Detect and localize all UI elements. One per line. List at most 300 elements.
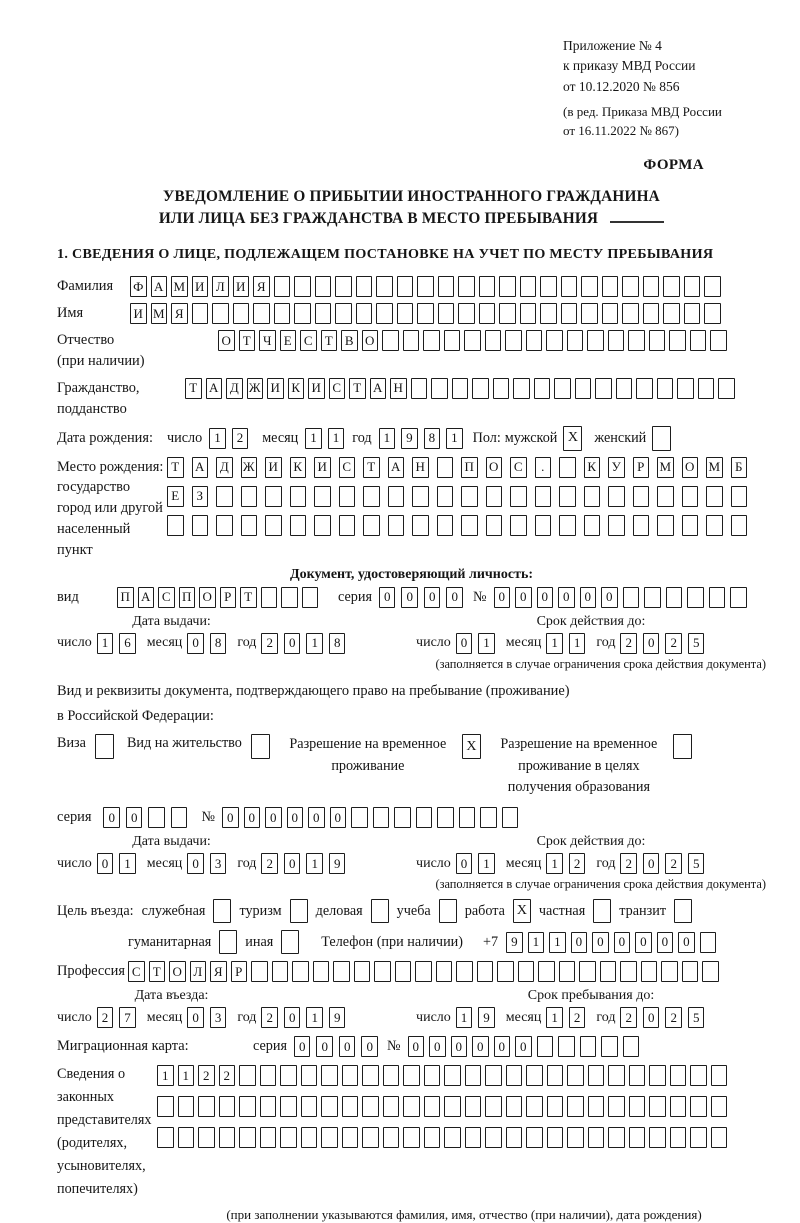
char-cell[interactable]: [558, 1036, 575, 1057]
char-cell[interactable]: [581, 303, 598, 324]
char-cell[interactable]: 1: [528, 932, 545, 953]
char-cell[interactable]: К: [584, 457, 601, 478]
char-cell[interactable]: [431, 378, 448, 399]
temp-residence-education-checkbox[interactable]: [673, 734, 692, 759]
char-cell[interactable]: [623, 587, 640, 608]
sex-male-checkbox[interactable]: [563, 426, 582, 451]
char-cell[interactable]: [465, 1065, 482, 1086]
char-cell[interactable]: [315, 276, 332, 297]
char-cell[interactable]: [526, 1065, 543, 1086]
char-cell[interactable]: 2: [198, 1065, 215, 1086]
char-cell[interactable]: [700, 932, 717, 953]
char-cell[interactable]: [518, 961, 535, 982]
char-cell[interactable]: 1: [569, 633, 586, 654]
char-cell[interactable]: [663, 276, 680, 297]
char-cell[interactable]: [485, 1065, 502, 1086]
char-cell[interactable]: [584, 515, 601, 536]
char-cell[interactable]: [356, 276, 373, 297]
char-cell[interactable]: [480, 807, 497, 828]
char-cell[interactable]: Р: [633, 457, 650, 478]
residence-permit-checkbox[interactable]: [251, 734, 270, 759]
char-cell[interactable]: [636, 378, 653, 399]
char-cell[interactable]: 2: [620, 633, 637, 654]
char-cell[interactable]: [416, 807, 433, 828]
char-cell[interactable]: Н: [390, 378, 407, 399]
char-cell[interactable]: 2: [97, 1007, 114, 1028]
char-cell[interactable]: [216, 515, 233, 536]
char-cell[interactable]: И: [130, 303, 147, 324]
char-cell[interactable]: [629, 1065, 646, 1086]
char-cell[interactable]: [374, 961, 391, 982]
char-cell[interactable]: [520, 303, 537, 324]
char-cell[interactable]: З: [192, 486, 209, 507]
char-cell[interactable]: [314, 515, 331, 536]
char-cell[interactable]: 7: [119, 1007, 136, 1028]
birthplace-row2-cells[interactable]: [167, 486, 747, 507]
identity-valid-year-cells[interactable]: [620, 633, 704, 654]
char-cell[interactable]: [706, 486, 723, 507]
char-cell[interactable]: 5: [688, 633, 705, 654]
char-cell[interactable]: [526, 1127, 543, 1148]
residence-number-cells[interactable]: [222, 807, 518, 828]
char-cell[interactable]: 0: [339, 1036, 356, 1057]
char-cell[interactable]: [505, 330, 522, 351]
char-cell[interactable]: [540, 303, 557, 324]
char-cell[interactable]: О: [362, 330, 379, 351]
char-cell[interactable]: [178, 1127, 195, 1148]
char-cell[interactable]: [520, 276, 537, 297]
char-cell[interactable]: С: [510, 457, 527, 478]
char-cell[interactable]: [362, 1065, 379, 1086]
char-cell[interactable]: Т: [363, 457, 380, 478]
purpose-private-checkbox[interactable]: [593, 899, 611, 923]
char-cell[interactable]: [251, 961, 268, 982]
char-cell[interactable]: 1: [306, 853, 323, 874]
char-cell[interactable]: 1: [157, 1065, 174, 1086]
phone-cells[interactable]: [506, 932, 716, 953]
char-cell[interactable]: Ч: [259, 330, 276, 351]
char-cell[interactable]: [479, 303, 496, 324]
char-cell[interactable]: [294, 303, 311, 324]
char-cell[interactable]: [690, 1127, 707, 1148]
char-cell[interactable]: 2: [620, 1007, 637, 1028]
birth-month-cells[interactable]: [305, 428, 344, 449]
char-cell[interactable]: [690, 330, 707, 351]
char-cell[interactable]: [608, 1065, 625, 1086]
identity-issue-year-cells[interactable]: [261, 633, 345, 654]
char-cell[interactable]: Т: [149, 961, 166, 982]
char-cell[interactable]: [261, 587, 278, 608]
char-cell[interactable]: [575, 378, 592, 399]
char-cell[interactable]: О: [199, 587, 216, 608]
char-cell[interactable]: [342, 1096, 359, 1117]
char-cell[interactable]: А: [206, 378, 223, 399]
char-cell[interactable]: 0: [635, 932, 652, 953]
char-cell[interactable]: [301, 1096, 318, 1117]
char-cell[interactable]: [652, 426, 671, 451]
char-cell[interactable]: 1: [209, 428, 226, 449]
char-cell[interactable]: [731, 515, 748, 536]
residence-valid-month-cells[interactable]: [546, 853, 585, 874]
char-cell[interactable]: [241, 486, 258, 507]
char-cell[interactable]: [657, 378, 674, 399]
char-cell[interactable]: [148, 807, 165, 828]
char-cell[interactable]: [383, 1096, 400, 1117]
char-cell[interactable]: [452, 378, 469, 399]
char-cell[interactable]: [437, 515, 454, 536]
char-cell[interactable]: 0: [456, 853, 473, 874]
char-cell[interactable]: [373, 807, 390, 828]
identity-kind-cells[interactable]: [117, 587, 318, 608]
char-cell[interactable]: [444, 1065, 461, 1086]
char-cell[interactable]: С: [158, 587, 175, 608]
char-cell[interactable]: 0: [601, 587, 618, 608]
char-cell[interactable]: И: [265, 457, 282, 478]
char-cell[interactable]: [461, 486, 478, 507]
char-cell[interactable]: Т: [349, 378, 366, 399]
char-cell[interactable]: [198, 1127, 215, 1148]
char-cell[interactable]: [438, 303, 455, 324]
char-cell[interactable]: [212, 303, 229, 324]
char-cell[interactable]: [219, 1127, 236, 1148]
char-cell[interactable]: [546, 330, 563, 351]
char-cell[interactable]: [559, 961, 576, 982]
char-cell[interactable]: Е: [167, 486, 184, 507]
char-cell[interactable]: [559, 486, 576, 507]
char-cell[interactable]: Ф: [130, 276, 147, 297]
char-cell[interactable]: 6: [119, 633, 136, 654]
char-cell[interactable]: [260, 1127, 277, 1148]
char-cell[interactable]: [315, 303, 332, 324]
char-cell[interactable]: Б: [731, 457, 748, 478]
purpose-business-checkbox[interactable]: [371, 899, 389, 923]
char-cell[interactable]: [580, 1036, 597, 1057]
char-cell[interactable]: [382, 330, 399, 351]
residence-issue-month-cells[interactable]: [187, 853, 226, 874]
representatives-row3-cells[interactable]: [157, 1127, 727, 1148]
char-cell[interactable]: Н: [412, 457, 429, 478]
char-cell[interactable]: 8: [329, 633, 346, 654]
char-cell[interactable]: [561, 276, 578, 297]
char-cell[interactable]: [547, 1065, 564, 1086]
char-cell[interactable]: 0: [401, 587, 418, 608]
char-cell[interactable]: [388, 486, 405, 507]
char-cell[interactable]: 1: [546, 1007, 563, 1028]
char-cell[interactable]: У: [608, 457, 625, 478]
char-cell[interactable]: П: [179, 587, 196, 608]
char-cell[interactable]: [561, 303, 578, 324]
char-cell[interactable]: С: [128, 961, 145, 982]
char-cell[interactable]: [458, 276, 475, 297]
char-cell[interactable]: 9: [506, 932, 523, 953]
char-cell[interactable]: [339, 515, 356, 536]
char-cell[interactable]: [497, 961, 514, 982]
char-cell[interactable]: [649, 1065, 666, 1086]
char-cell[interactable]: [412, 515, 429, 536]
char-cell[interactable]: [649, 330, 666, 351]
char-cell[interactable]: [629, 1096, 646, 1117]
char-cell[interactable]: [280, 1096, 297, 1117]
char-cell[interactable]: Д: [226, 378, 243, 399]
purpose-transit-checkbox[interactable]: [674, 899, 692, 923]
char-cell[interactable]: [643, 276, 660, 297]
char-cell[interactable]: [477, 961, 494, 982]
birth-day-cells[interactable]: [209, 428, 248, 449]
char-cell[interactable]: X: [513, 899, 531, 923]
char-cell[interactable]: [436, 961, 453, 982]
char-cell[interactable]: 0: [580, 587, 597, 608]
char-cell[interactable]: 2: [261, 633, 278, 654]
char-cell[interactable]: И: [233, 276, 250, 297]
char-cell[interactable]: [608, 515, 625, 536]
char-cell[interactable]: 0: [614, 932, 631, 953]
char-cell[interactable]: 0: [222, 807, 239, 828]
char-cell[interactable]: [356, 303, 373, 324]
char-cell[interactable]: 1: [478, 633, 495, 654]
char-cell[interactable]: [157, 1127, 174, 1148]
char-cell[interactable]: [397, 303, 414, 324]
char-cell[interactable]: С: [329, 378, 346, 399]
char-cell[interactable]: [502, 807, 519, 828]
char-cell[interactable]: .: [535, 457, 552, 478]
char-cell[interactable]: 0: [187, 633, 204, 654]
char-cell[interactable]: [251, 734, 270, 759]
char-cell[interactable]: [499, 303, 516, 324]
char-cell[interactable]: П: [461, 457, 478, 478]
char-cell[interactable]: Я: [171, 303, 188, 324]
char-cell[interactable]: 0: [515, 1036, 532, 1057]
char-cell[interactable]: [623, 1036, 640, 1057]
identity-series-cells[interactable]: [379, 587, 463, 608]
char-cell[interactable]: [412, 486, 429, 507]
char-cell[interactable]: [241, 515, 258, 536]
char-cell[interactable]: [192, 303, 209, 324]
char-cell[interactable]: 0: [361, 1036, 378, 1057]
purpose-official-checkbox[interactable]: [213, 899, 231, 923]
char-cell[interactable]: [437, 807, 454, 828]
purpose-other-checkbox[interactable]: [281, 930, 299, 954]
char-cell[interactable]: [593, 899, 611, 923]
char-cell[interactable]: [649, 1127, 666, 1148]
char-cell[interactable]: [280, 1065, 297, 1086]
char-cell[interactable]: [157, 1096, 174, 1117]
char-cell[interactable]: [718, 378, 735, 399]
char-cell[interactable]: [526, 1096, 543, 1117]
char-cell[interactable]: [485, 1127, 502, 1148]
char-cell[interactable]: [600, 961, 617, 982]
char-cell[interactable]: 2: [232, 428, 249, 449]
residence-issue-year-cells[interactable]: [261, 853, 345, 874]
char-cell[interactable]: А: [192, 457, 209, 478]
char-cell[interactable]: О: [218, 330, 235, 351]
char-cell[interactable]: [649, 1096, 666, 1117]
char-cell[interactable]: 0: [308, 807, 325, 828]
char-cell[interactable]: 0: [429, 1036, 446, 1057]
char-cell[interactable]: [351, 807, 368, 828]
char-cell[interactable]: 0: [456, 633, 473, 654]
char-cell[interactable]: [690, 1096, 707, 1117]
char-cell[interactable]: [171, 807, 188, 828]
char-cell[interactable]: 8: [210, 633, 227, 654]
char-cell[interactable]: [674, 899, 692, 923]
char-cell[interactable]: 1: [546, 853, 563, 874]
birthplace-row3-cells[interactable]: [167, 515, 747, 536]
char-cell[interactable]: Д: [216, 457, 233, 478]
char-cell[interactable]: [711, 1096, 728, 1117]
char-cell[interactable]: Я: [253, 276, 270, 297]
char-cell[interactable]: 0: [678, 932, 695, 953]
char-cell[interactable]: А: [370, 378, 387, 399]
char-cell[interactable]: [620, 961, 637, 982]
char-cell[interactable]: [281, 587, 298, 608]
char-cell[interactable]: И: [192, 276, 209, 297]
char-cell[interactable]: Р: [231, 961, 248, 982]
char-cell[interactable]: 0: [424, 587, 441, 608]
stay-day-cells[interactable]: [456, 1007, 495, 1028]
char-cell[interactable]: [595, 378, 612, 399]
migration-number-cells[interactable]: [408, 1036, 640, 1057]
char-cell[interactable]: 9: [329, 853, 346, 874]
char-cell[interactable]: 2: [665, 853, 682, 874]
char-cell[interactable]: [465, 1127, 482, 1148]
residence-issue-day-cells[interactable]: [97, 853, 136, 874]
char-cell[interactable]: 0: [643, 633, 660, 654]
char-cell[interactable]: [198, 1096, 215, 1117]
surname-cells[interactable]: [130, 276, 721, 297]
char-cell[interactable]: Л: [212, 276, 229, 297]
identity-valid-month-cells[interactable]: [546, 633, 585, 654]
char-cell[interactable]: [167, 515, 184, 536]
char-cell[interactable]: [342, 1127, 359, 1148]
char-cell[interactable]: [709, 587, 726, 608]
char-cell[interactable]: [540, 276, 557, 297]
char-cell[interactable]: [233, 303, 250, 324]
char-cell[interactable]: [376, 303, 393, 324]
char-cell[interactable]: [397, 276, 414, 297]
char-cell[interactable]: 9: [329, 1007, 346, 1028]
char-cell[interactable]: [710, 330, 727, 351]
char-cell[interactable]: М: [706, 457, 723, 478]
migration-series-cells[interactable]: [294, 1036, 378, 1057]
char-cell[interactable]: 3: [210, 1007, 227, 1028]
char-cell[interactable]: [479, 276, 496, 297]
char-cell[interactable]: [643, 303, 660, 324]
char-cell[interactable]: [588, 1096, 605, 1117]
char-cell[interactable]: [456, 961, 473, 982]
char-cell[interactable]: 0: [592, 932, 609, 953]
char-cell[interactable]: [239, 1096, 256, 1117]
char-cell[interactable]: [538, 961, 555, 982]
char-cell[interactable]: [290, 486, 307, 507]
temp-residence-checkbox[interactable]: [462, 734, 481, 759]
char-cell[interactable]: 1: [546, 633, 563, 654]
char-cell[interactable]: [657, 515, 674, 536]
char-cell[interactable]: [644, 587, 661, 608]
char-cell[interactable]: 0: [657, 932, 674, 953]
char-cell[interactable]: [274, 276, 291, 297]
sex-female-checkbox[interactable]: [652, 426, 671, 451]
char-cell[interactable]: [461, 515, 478, 536]
char-cell[interactable]: [601, 1036, 618, 1057]
char-cell[interactable]: О: [169, 961, 186, 982]
char-cell[interactable]: 1: [549, 932, 566, 953]
char-cell[interactable]: [616, 378, 633, 399]
char-cell[interactable]: [663, 303, 680, 324]
citizenship-cells[interactable]: [185, 378, 735, 399]
char-cell[interactable]: [403, 1065, 420, 1086]
representatives-row1-cells[interactable]: [157, 1065, 727, 1086]
stay-month-cells[interactable]: [546, 1007, 585, 1028]
char-cell[interactable]: И: [314, 457, 331, 478]
char-cell[interactable]: [301, 1127, 318, 1148]
char-cell[interactable]: [608, 1127, 625, 1148]
identity-number-cells[interactable]: [494, 587, 747, 608]
char-cell[interactable]: [622, 276, 639, 297]
char-cell[interactable]: 0: [187, 853, 204, 874]
char-cell[interactable]: О: [682, 457, 699, 478]
char-cell[interactable]: [485, 330, 502, 351]
char-cell[interactable]: [363, 515, 380, 536]
char-cell[interactable]: [437, 486, 454, 507]
char-cell[interactable]: 0: [244, 807, 261, 828]
char-cell[interactable]: [534, 378, 551, 399]
char-cell[interactable]: [506, 1096, 523, 1117]
char-cell[interactable]: [731, 486, 748, 507]
char-cell[interactable]: 2: [665, 633, 682, 654]
char-cell[interactable]: И: [267, 378, 284, 399]
char-cell[interactable]: 9: [478, 1007, 495, 1028]
char-cell[interactable]: 0: [284, 853, 301, 874]
char-cell[interactable]: [95, 734, 114, 759]
char-cell[interactable]: [559, 515, 576, 536]
char-cell[interactable]: [628, 330, 645, 351]
char-cell[interactable]: [633, 515, 650, 536]
char-cell[interactable]: [486, 486, 503, 507]
char-cell[interactable]: [272, 961, 289, 982]
char-cell[interactable]: [424, 1127, 441, 1148]
char-cell[interactable]: 0: [451, 1036, 468, 1057]
char-cell[interactable]: [438, 276, 455, 297]
char-cell[interactable]: Р: [220, 587, 237, 608]
char-cell[interactable]: 0: [558, 587, 575, 608]
char-cell[interactable]: [314, 486, 331, 507]
char-cell[interactable]: [669, 330, 686, 351]
char-cell[interactable]: [363, 486, 380, 507]
char-cell[interactable]: 0: [265, 807, 282, 828]
char-cell[interactable]: 0: [571, 932, 588, 953]
char-cell[interactable]: Т: [239, 330, 256, 351]
identity-issue-day-cells[interactable]: [97, 633, 136, 654]
char-cell[interactable]: [670, 1096, 687, 1117]
char-cell[interactable]: 1: [456, 1007, 473, 1028]
char-cell[interactable]: М: [151, 303, 168, 324]
char-cell[interactable]: 1: [379, 428, 396, 449]
char-cell[interactable]: [472, 378, 489, 399]
purpose-work-checkbox[interactable]: [513, 899, 531, 923]
char-cell[interactable]: [444, 1096, 461, 1117]
purpose-tourism-checkbox[interactable]: [290, 899, 308, 923]
char-cell[interactable]: [444, 1127, 461, 1148]
char-cell[interactable]: [510, 515, 527, 536]
char-cell[interactable]: [415, 961, 432, 982]
char-cell[interactable]: Т: [321, 330, 338, 351]
char-cell[interactable]: [547, 1096, 564, 1117]
char-cell[interactable]: [342, 1065, 359, 1086]
char-cell[interactable]: 1: [119, 853, 136, 874]
char-cell[interactable]: X: [563, 426, 582, 451]
char-cell[interactable]: [673, 734, 692, 759]
char-cell[interactable]: С: [339, 457, 356, 478]
